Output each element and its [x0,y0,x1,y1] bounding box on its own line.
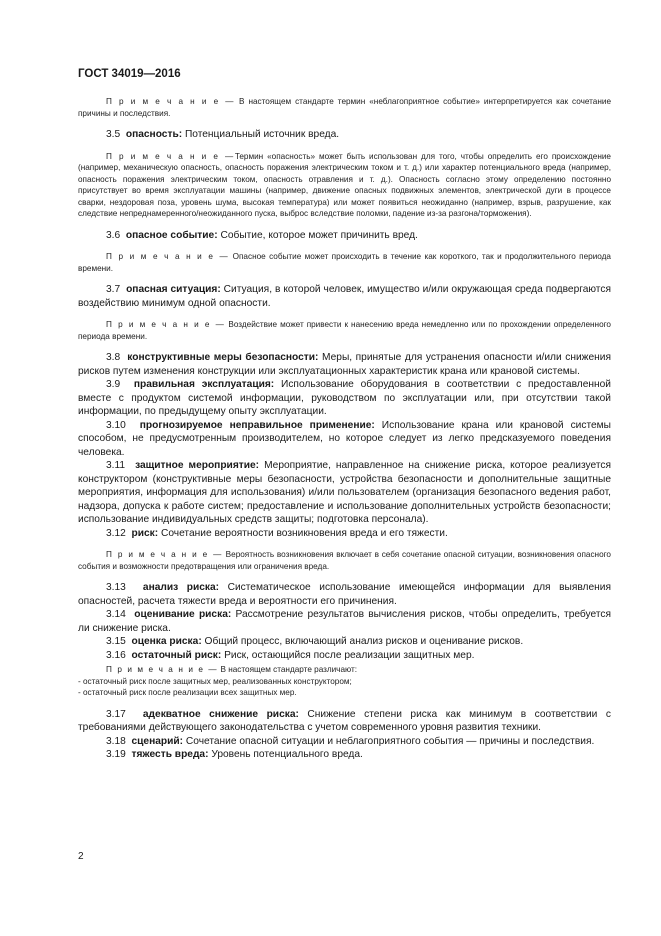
term-3-13: 3.13 анализ риска: Систематическое использование имеющейся информации для выявления опасностей, расчета тяжести вреда и вероятности его причинения. [78,582,611,607]
term-3-18: 3.18 сценарий: Сочетание опасной ситуации и неблагоприятного события — причины и последствия. [106,735,595,747]
note-3-6: П р и м е ч а н и е — Опасное событие может происходить в течение как короткого, так и продолжительного периода времени. [78,252,611,273]
term-3-19: 3.19 тяжесть вреда: Уровень потенциального вреда. [106,749,363,760]
term-3-7: 3.7 опасная ситуация: Ситуация, в которой человек, имущество и/или окружающая среда подвергаются воздействию минимум одной опасности. [78,284,611,309]
page-number: 2 [78,851,84,862]
term-3-16: 3.16 остаточный риск: Риск, остающийся после реализации защитных мер. [106,649,475,661]
note-3-5: П р и м е ч а н и е —Термин «опасность» может быть использован для того, чтобы определить его происхождение (например, механическую опасность, опасность поражения электрическим током и т. д.) или характер потенциального вреда (например, опасность поражения электрическим током, опасность отравления и т. д.). Опасность согласно этому определению постоянно присутствует во время эксплуатации машины (например, движение опасных подвижных элементов, электрической дуги в процессе сварки, нездоровая поза, уровень шума, высокая температура) или может появиться неожиданно (например, взрыв, разрушение, как следствие непреднамеренного/неожиданного пуска, выброс вследствие поломки, падение из-за разгона/торможения). [78,151,611,218]
term-3-11: 3.11 защитное мероприятие: Мероприятие, направленное на снижение риска, которое реализуется конструктором (конструктивные меры безопасности, устройства безопасности и дополнительные защитные мероприятия, информация для использования) и/или пользователем (организация безопасного ведения работ, надзора, допуска к работе систем; предоставление и использование дополнительных устройств безопасности; использование индивидуальных средств защиты; подготовка персонала). [78,460,612,525]
document-body [78,96,611,762]
note-3-16-item-1: - остаточный риск после защитных мер, реализованных конструктором; [78,676,352,686]
term-3-10: 3.10 прогнозируемое неправильное применение: Использование крана или крановой системы способом, не предусмотренным производителем, но которое следует из легко предсказуемого поведения человека. [78,419,611,458]
term-3-5: 3.5 опасность: Потенциальный источник вреда. [106,129,340,140]
note-3-16-item-2: - остаточный риск после реализации всех защитных мер. [78,688,297,697]
term-3-12: 3.12 риск: Сочетание вероятности возникновения вреда и его тяжести. [106,527,448,539]
term-3-15: 3.15 оценка риска: Общий процесс, включающий анализ рисков и оценивание рисков. [106,636,524,647]
term-3-6: 3.6 опасное событие: Событие, которое может причинить вред. [106,229,418,241]
document-header: ГОСТ 34019—2016 [78,68,181,80]
note-3-7: П р и м е ч а н и е — Воздействие может привести к нанесению вреда немедленно или по прохождении определенного периода времени. [78,320,611,341]
term-3-9: 3.9 правильная эксплуатация: Использование оборудования в соответствии с предоставленной вместе с продуктом системой информации, руководством по эксплуатации или, при отсутствии такой информации, по предыдущему опыту эксплуатации. [78,379,611,417]
term-3-17: 3.17 адекватное снижение риска: Снижение степени риска как минимум в соответствии с требованиями действующего законодательства с учетом современного уровня развития техники. [78,708,611,733]
note-3-12: П р и м е ч а н и е — Вероятность возникновения включает в себя сочетание опасной ситуации, возникновения опасного события и возможности предотвращения или ограничения вреда. [78,550,611,571]
term-3-8: 3.8 конструктивные меры безопасности: Меры, принятые для устранения опасности и/или снижения рисков путем изменения конструкции или эксплуатационных характеристик крана или крановой системы. [78,352,611,377]
note-3-16: П р и м е ч а н и е — В настоящем стандарте различают: [106,665,357,674]
note-3-4: П р и м е ч а н и е — В настоящем стандарте термин «неблагоприятное событие» интерпретируется как сочетание причины и последствия. [78,97,612,118]
term-3-14: 3.14 оценивание риска: Рассмотрение результатов вычисления рисков, чтобы определить, требуется ли снижение риска. [78,609,611,634]
